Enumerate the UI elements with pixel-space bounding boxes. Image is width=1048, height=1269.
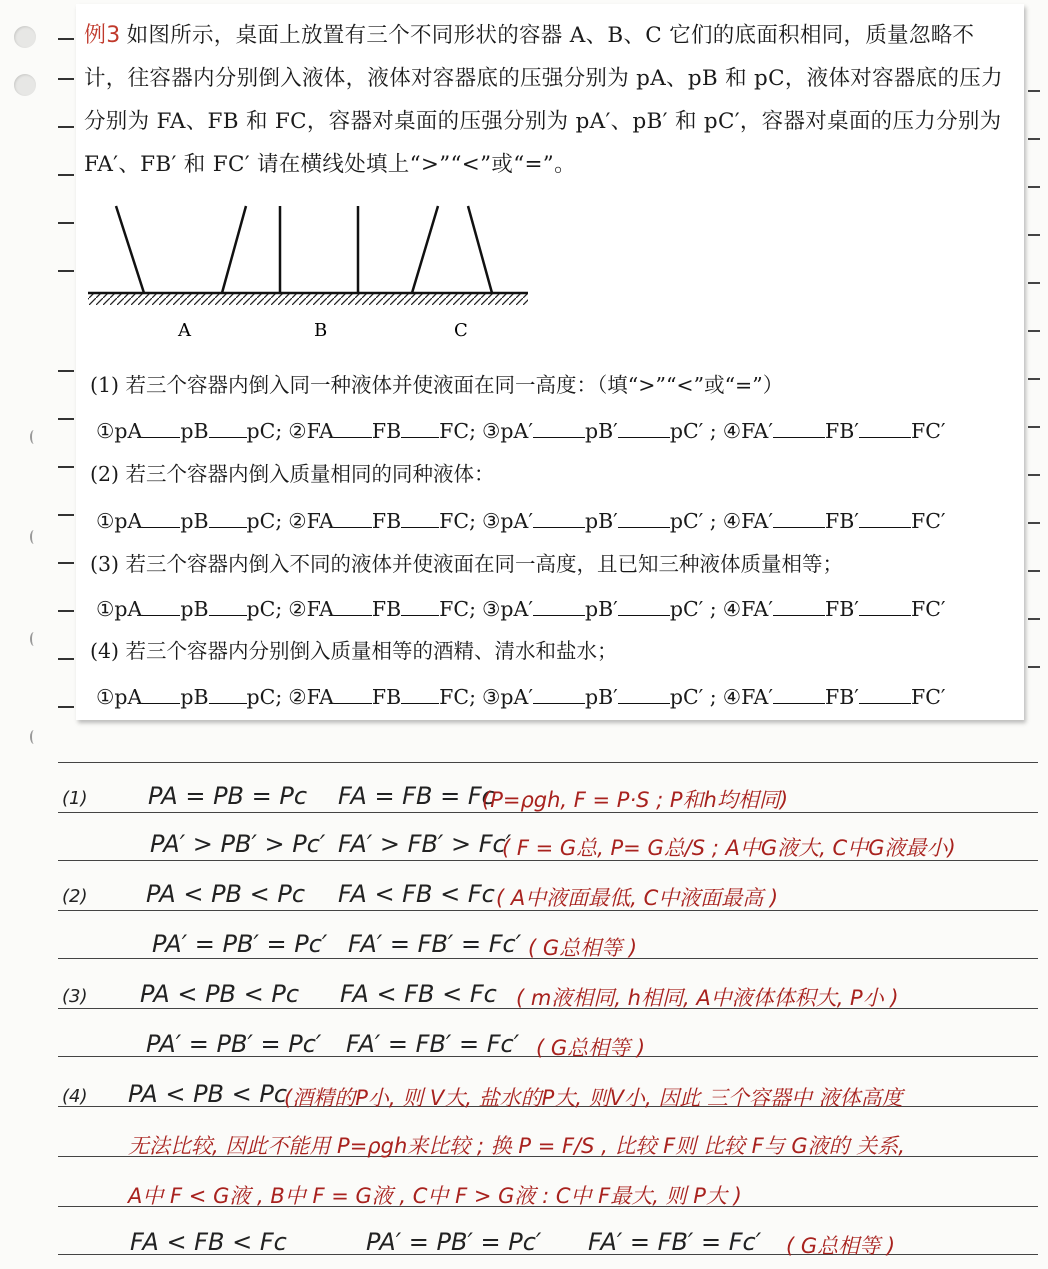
fc-label: FC; (439, 597, 476, 621)
circle-3: ③ (482, 419, 501, 443)
circle-2: ② (288, 685, 307, 709)
circle-2: ② (288, 419, 307, 443)
pc-label: pC; (246, 509, 283, 533)
container-a-left-wall (116, 206, 144, 293)
pa-prime-label: pA′ (500, 419, 533, 443)
answer-4-table-note: ( G总相等 ) (786, 1234, 896, 1258)
fa-prime-label: FA′ (741, 509, 774, 533)
answer-blank[interactable] (859, 597, 911, 616)
answer-blank[interactable] (401, 685, 439, 704)
margin-tick (58, 270, 74, 272)
answer-2-table-pressure: PA′ = PB′ = Pc′ (152, 930, 328, 958)
example-tag: 例3 (84, 23, 121, 48)
answer-3-table-pressure: PA′ = PB′ = Pc′ (146, 1030, 322, 1058)
fb-prime-label: FB′ (825, 685, 859, 709)
answer-blank[interactable] (618, 685, 670, 704)
pc-label: pC; (246, 597, 283, 621)
blank-row (90, 416, 946, 446)
margin-tick (1028, 426, 1040, 428)
pc-prime-label: pC′ ; (669, 419, 717, 443)
fb-label: FB (371, 419, 402, 443)
answer-4-table-force: FA′ = FB′ = Fc′ (588, 1228, 762, 1256)
pa-prime-label: pA′ (500, 509, 533, 533)
answer-3-table-force: FA′ = FB′ = Fc′ (346, 1030, 520, 1058)
fa-label: FA (306, 597, 334, 621)
pa-prime-label: pA′ (500, 597, 533, 621)
pb-prime-label: pB′ (584, 685, 618, 709)
pa-label: pA (114, 509, 143, 533)
blank-row (90, 682, 946, 712)
margin-tick (58, 562, 74, 564)
margin-tick (1028, 330, 1040, 332)
answer-4-note-2: 无法比较, 因此不能用 P=ρgh来比较 ; 换 P = F/S , 比较 F则 比较 F与 G液的 关系, (128, 1134, 905, 1158)
question-3: (3) 若三个容器内倒入不同的液体并使液面在同一高度，且已知三种液体质量相等； (90, 552, 844, 576)
answer-4-note-3: A中 F < G液 , B中 F = G液 , C中 F > G液 : C中 F最大, 则 P大 ) (128, 1184, 742, 1208)
binder-hole (14, 26, 36, 48)
question-1: (1) 若三个容器内倒入同一种液体并使液面在同一高度：（填“>”“<”或“=”） (90, 373, 784, 397)
answer-blank[interactable] (334, 509, 372, 528)
answer-3-note: ( m液相同, h相同, A中液体体积大, P小 ) (516, 986, 899, 1010)
margin-tick (1028, 90, 1040, 92)
circle-4: ④ (722, 509, 742, 533)
blank-row (90, 506, 946, 536)
answer-blank[interactable] (334, 597, 372, 616)
ruled-line (58, 762, 1038, 763)
margin-tick (1028, 474, 1040, 476)
answer-blank[interactable] (773, 419, 825, 438)
answer-4-pressure: PA < PB < Pc (128, 1080, 288, 1108)
answer-3-table-note: ( G总相等 ) (536, 1036, 646, 1060)
problem-statement (84, 14, 1014, 186)
answer-blank[interactable] (859, 685, 911, 704)
answer-blank[interactable] (142, 419, 180, 438)
circle-1: ① (96, 597, 115, 621)
margin-curl (30, 430, 38, 444)
answer-blank[interactable] (773, 597, 825, 616)
answer-2-force: FA < FB < Fc (338, 880, 495, 908)
answer-2-table-force: FA′ = FB′ = Fc′ (348, 930, 522, 958)
circle-2: ② (288, 509, 307, 533)
circle-4: ④ (722, 685, 742, 709)
pb-label: pB (180, 685, 209, 709)
margin-tick (58, 78, 74, 80)
margin-tick (58, 222, 74, 224)
answer-1-pressure: PA = PB = Pc (148, 782, 308, 810)
fc-prime-label: FC′ (910, 509, 946, 533)
fa-prime-label: FA′ (741, 685, 774, 709)
answer-blank[interactable] (618, 419, 670, 438)
answer-4-force: FA < FB < Fc (130, 1228, 287, 1256)
margin-tick (58, 466, 74, 468)
containers-diagram (82, 200, 542, 350)
question-2: (2) 若三个容器内倒入质量相同的同种液体： (90, 462, 495, 486)
fa-prime-label: FA′ (741, 597, 774, 621)
answer-2-number: (2) (62, 886, 88, 907)
fb-prime-label: FB′ (825, 597, 859, 621)
circle-1: ① (96, 509, 115, 533)
circle-4: ④ (722, 419, 742, 443)
answer-1-table-note: ( F = G总, P= G总/S ; A中G液大, C中G液最小) (502, 836, 956, 860)
pa-label: pA (114, 685, 143, 709)
margin-tick (1028, 234, 1040, 236)
label-c: C (454, 320, 468, 341)
pc-prime-label: pC′ ; (669, 685, 717, 709)
circle-1: ① (96, 419, 115, 443)
answer-blank[interactable] (618, 509, 670, 528)
answer-blank[interactable] (533, 419, 585, 438)
problem-text: 如图所示，桌面上放置有三个不同形状的容器 A、B、C 它们的底面积相同，质量忽略不计，往容器内分别倒入液体，液体对容器底的压强分别为 pA、pB 和 pC，液体对容器底的压力分别为 FA、FB 和 FC，容器对桌面的压强分别为 pA′、pB′ 和 pC′，容器对桌面的压力分别为 FA′、FB′ 和 FC′ 请在横线处填上“>”“<”或“=”。 (84, 23, 1003, 177)
pb-prime-label: pB′ (584, 509, 618, 533)
answer-blank[interactable] (209, 509, 247, 528)
fb-label: FB (371, 509, 402, 533)
fa-label: FA (306, 419, 334, 443)
answer-3-number: (3) (62, 986, 88, 1007)
table-hatch (88, 293, 528, 305)
blank-row (90, 594, 946, 624)
pa-label: pA (114, 597, 143, 621)
margin-tick (1028, 618, 1040, 620)
answer-1-number: (1) (62, 788, 88, 809)
label-a: A (178, 320, 191, 341)
answer-blank[interactable] (533, 685, 585, 704)
margin-tick (1028, 666, 1040, 668)
margin-tick (1028, 570, 1040, 572)
margin-tick (1028, 186, 1040, 188)
margin-tick (58, 706, 74, 708)
margin-tick (58, 370, 74, 372)
question-4: (4) 若三个容器内分别倒入质量相等的酒精、清水和盐水； (90, 639, 618, 663)
fc-prime-label: FC′ (910, 597, 946, 621)
answer-blank[interactable] (334, 685, 372, 704)
circle-4: ④ (722, 597, 742, 621)
answer-1-table-force: FA′ > FB′ > Fc′ (338, 830, 512, 858)
container-c-right-wall (468, 206, 492, 293)
fa-label: FA (306, 685, 334, 709)
binder-hole (14, 74, 36, 96)
margin-tick (58, 514, 74, 516)
answer-blank[interactable] (773, 509, 825, 528)
answer-blank[interactable] (859, 419, 911, 438)
answer-2-note: ( A中液面最低, C中液面最高 ) (496, 886, 779, 910)
answer-blank[interactable] (859, 509, 911, 528)
margin-tick (58, 174, 74, 176)
problem-card (76, 4, 1024, 720)
pc-prime-label: pC′ ; (669, 509, 717, 533)
answer-blank[interactable] (142, 685, 180, 704)
container-c-left-wall (412, 206, 438, 293)
answer-blank[interactable] (142, 597, 180, 616)
answer-blank[interactable] (209, 685, 247, 704)
margin-tick (58, 38, 74, 40)
pb-label: pB (180, 509, 209, 533)
answer-blank[interactable] (142, 509, 180, 528)
label-b: B (314, 320, 328, 341)
answer-2-table-note: ( G总相等 ) (528, 936, 638, 960)
fc-prime-label: FC′ (910, 685, 946, 709)
fb-prime-label: FB′ (825, 509, 859, 533)
circle-3: ③ (482, 509, 501, 533)
margin-tick (58, 658, 74, 660)
answer-blank[interactable] (618, 597, 670, 616)
fb-label: FB (371, 685, 402, 709)
margin-tick (1028, 138, 1040, 140)
pc-label: pC; (246, 685, 283, 709)
margin-curl (30, 632, 38, 646)
answer-blank[interactable] (334, 419, 372, 438)
answer-blank[interactable] (401, 509, 439, 528)
answer-4-table-pressure: PA′ = PB′ = Pc′ (366, 1228, 542, 1256)
fb-label: FB (371, 597, 402, 621)
circle-2: ② (288, 597, 307, 621)
answer-4-number: (4) (62, 1086, 88, 1107)
margin-tick (58, 418, 74, 420)
margin-tick (58, 610, 74, 612)
answer-blank[interactable] (401, 419, 439, 438)
answer-1-force: FA = FB = Fc (338, 782, 495, 810)
answer-4-note-1: (酒精的P小, 则 V大, 盐水的P大, 则V小, 因此 三个容器中 液体高度 (284, 1086, 903, 1110)
margin-tick (1028, 378, 1040, 380)
pa-label: pA (114, 419, 143, 443)
answer-1-table-pressure: PA′ > PB′ > Pc′ (150, 830, 326, 858)
fb-prime-label: FB′ (825, 419, 859, 443)
answer-2-pressure: PA < PB < Pc (146, 880, 306, 908)
margin-tick (58, 126, 74, 128)
answer-blank[interactable] (209, 419, 247, 438)
margin-curl (30, 730, 38, 744)
pb-prime-label: pB′ (584, 597, 618, 621)
answer-blank[interactable] (773, 685, 825, 704)
fc-label: FC; (439, 685, 476, 709)
answer-1-note: (P=ρgh, F = P·S ; P和h均相同) (482, 788, 789, 812)
pc-prime-label: pC′ ; (669, 597, 717, 621)
circle-1: ① (96, 685, 115, 709)
circle-3: ③ (482, 597, 501, 621)
pb-prime-label: pB′ (584, 419, 618, 443)
answer-3-force: FA < FB < Fc (340, 980, 497, 1008)
fc-label: FC; (439, 419, 476, 443)
answer-blank[interactable] (533, 509, 585, 528)
answer-blank[interactable] (533, 597, 585, 616)
margin-tick (1028, 282, 1040, 284)
answer-3-pressure: PA < PB < Pc (140, 980, 300, 1008)
margin-curl (30, 530, 38, 544)
pa-prime-label: pA′ (500, 685, 533, 709)
pb-label: pB (180, 419, 209, 443)
fc-prime-label: FC′ (910, 419, 946, 443)
fa-prime-label: FA′ (741, 419, 774, 443)
pb-label: pB (180, 597, 209, 621)
answer-blank[interactable] (209, 597, 247, 616)
answer-blank[interactable] (401, 597, 439, 616)
fc-label: FC; (439, 509, 476, 533)
container-a-right-wall (222, 206, 246, 293)
pc-label: pC; (246, 419, 283, 443)
fa-label: FA (306, 509, 334, 533)
circle-3: ③ (482, 685, 501, 709)
margin-tick (1028, 522, 1040, 524)
